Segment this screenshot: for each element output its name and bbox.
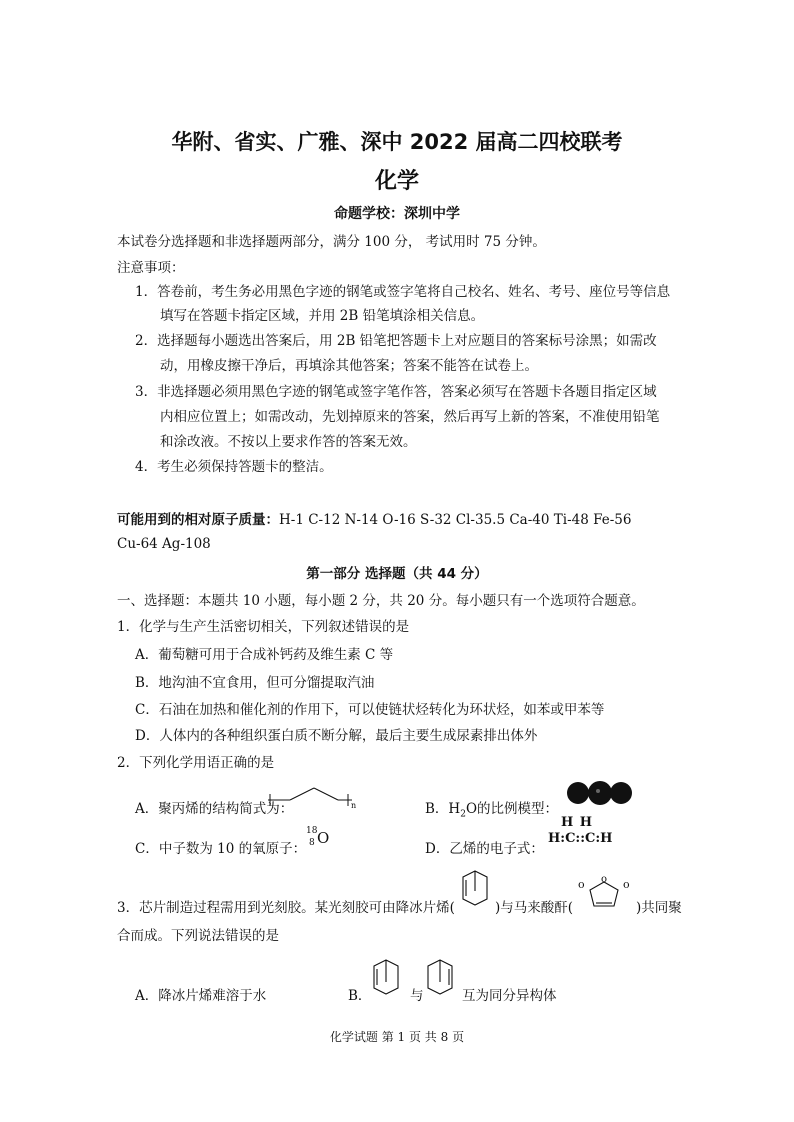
polymer-subscript-n: n	[351, 801, 357, 810]
q3-stem-part1: 3．芯片制造过程需用到光刻胶。某光刻胶可由降冰片烯(	[117, 900, 455, 916]
q3-option-b-label: B．	[348, 988, 372, 1004]
atomic-mass-line	[117, 508, 631, 528]
svg-text:o: o	[578, 878, 585, 891]
q3-option-a: A．降冰片烯难溶于水	[135, 988, 267, 1004]
school-line: 命题学校：深圳中学	[334, 206, 460, 222]
note-line: 填写在答题卡指定区域，并用 2B 铅笔填涂相关信息。	[160, 308, 485, 324]
maleic-anhydride-structure	[574, 872, 634, 914]
svg-text:o: o	[623, 878, 630, 891]
atomic-mass-values-2: Cu-64 Ag-108	[117, 536, 211, 552]
intro-text: 本试卷分选择题和非选择题两部分，满分 100 分， 考试用时 75 分钟。	[117, 234, 546, 250]
norbornene-isomer-2	[422, 958, 462, 1000]
q2-option-a: A．聚丙烯的结构简式为：	[135, 801, 294, 817]
note-line: 1．答卷前，考生务必用黑色字迹的钢笔或签字笔将自己校名、姓名、考号、座位号等信息	[135, 284, 671, 300]
ethylene-electron-formula: H:C::C:H	[548, 831, 613, 846]
q1-option-d: D．人体内的各种组织蛋白质不断分解，最后主要生成尿素排出体外	[135, 728, 538, 744]
exam-title: 华附、省实、广雅、深中 2022 届高二四校联考	[171, 130, 623, 154]
note-line: 动，用橡皮擦干净后，再填涂其他答案；答案不能答在试卷上。	[160, 358, 538, 374]
note-line: 2．选择题每小题选出答案后，用 2B 铅笔把答题卡上对应题目的答案标号涂黑；如需改	[135, 333, 657, 349]
part1-title: 第一部分 选择题（共 44 分）	[306, 566, 488, 582]
norbornene-structure	[455, 867, 497, 911]
water-space-filling-model	[565, 780, 635, 806]
polypropylene-structure-diagram	[268, 780, 358, 810]
q1-option-a: A．葡萄糖可用于合成补钙药及维生素 C 等	[135, 647, 394, 663]
norbornene-isomer-1	[368, 958, 408, 1000]
q2-option-d: D．乙烯的电子式：	[425, 841, 544, 857]
q2-option-c: C．中子数为 10 的氧原子：	[135, 841, 307, 857]
q3-stem-part3: )共同聚	[636, 900, 682, 916]
subject-title: 化学	[374, 169, 419, 194]
svg-text:o: o	[601, 874, 608, 885]
page-footer: 化学试题 第 1 页 共 8 页	[329, 1030, 465, 1044]
q2-stem: 2．下列化学用语正确的是	[117, 755, 275, 771]
q2-option-b: B．$H_2O$的比例模型：	[425, 801, 559, 820]
q3-stem-part4: 合而成。下列说法错误的是	[117, 928, 279, 944]
notes-heading: 注意事项：	[117, 260, 185, 276]
note-line: 和涂改液。不按以上要求作答的答案无效。	[160, 434, 417, 450]
isotope-symbol: O	[317, 829, 330, 847]
note-line: 3．非选择题必须用黑色字迹的钢笔或签字笔作答，答案必须写在答题卡各题目指定区域	[135, 384, 657, 400]
isotope-atomic-number: 8	[309, 838, 315, 848]
isotope-mass-number: 18	[306, 826, 318, 836]
note-line: 4．考生必须保持答题卡的整洁。	[135, 459, 333, 475]
atomic-mass-values: H-1 C-12 N-14 O-16 S-32 Cl-35.5 Ca-40 Ti-48 Fe-56	[279, 512, 632, 528]
section-instructions: 一、选择题：本题共 10 小题，每小题 2 分，共 20 分。每小题只有一个选项符合题意。	[117, 593, 645, 609]
q3-option-b-conjunction: 与	[410, 988, 424, 1004]
q1-stem: 1．化学与生产生活密切相关，下列叙述错误的是	[117, 619, 410, 635]
q3-option-b-text: 互为同分异构体	[462, 988, 557, 1004]
q1-option-b: B．地沟油不宜食用，但可分馏提取汽油	[135, 675, 375, 691]
q3-stem-part2: )与马来酸酐(	[495, 900, 574, 916]
atomic-mass-label: 可能用到的相对原子质量：	[117, 512, 279, 528]
ethylene-electron-top: H H	[561, 815, 594, 830]
note-line: 内相应位置上；如需改动，先划掉原来的答案，然后再写上新的答案，不准使用铅笔	[160, 409, 660, 425]
q1-option-c: C．石油在加热和催化剂的作用下，可以使链状烃转化为环状烃，如苯或甲苯等	[135, 702, 605, 718]
